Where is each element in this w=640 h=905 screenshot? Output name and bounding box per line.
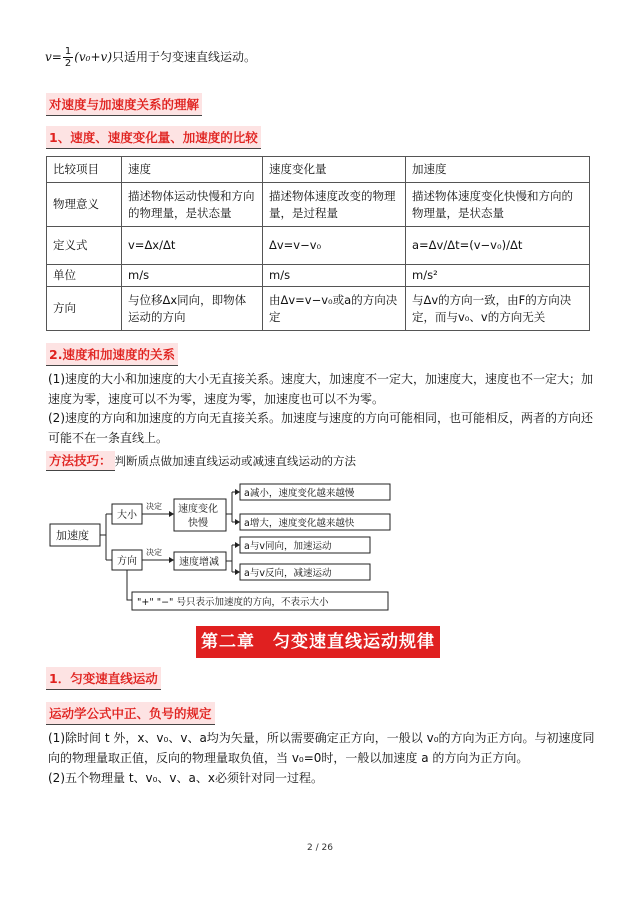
table-cell: 物理意义 [47, 183, 122, 227]
table-cell: m/s² [406, 265, 590, 287]
table-cell: a=Δv/Δt=(v−v₀)/Δt [406, 227, 590, 265]
table-cell: 描述物体运动快慢和方向的物理量，是状态量 [122, 183, 263, 227]
method-text: 判断质点做加速直线运动或减速直线运动的方法 [114, 454, 357, 468]
section-heading-sign: 运动学公式中正、负号的规定 [46, 702, 215, 725]
sign-paragraph-1: (1)除时间 t 外，x、v₀、v、a均为矢量，所以需要确定正方向，一般以 v₀的方向为正方向。与初速度同向的物理量取正值，反向的物理量取负值，当 v₀=0时，一般以加速度 a 的方向为正方向。 [48, 731, 595, 765]
leaf-text-2: a增大，速度变化越来越快 [244, 518, 355, 529]
table-cell: 由Δv=v−v₀或a的方向决定 [263, 287, 406, 331]
chapter-title: 第二章 匀变速直线运动规律 [196, 626, 440, 658]
formula-equals: = [51, 50, 62, 64]
decide-label-direction: 决定 [146, 548, 162, 557]
table-cell: m/s [263, 265, 406, 287]
formula-note: 只适用于匀变速直线运动。 [112, 50, 257, 64]
direction-target-label: 速度增减 [179, 557, 219, 568]
table-cell: 定义式 [47, 227, 122, 265]
size-target-line1: 速度变化 [178, 504, 218, 515]
table-cell: 与Δv的方向一致，由F的方向决定，而与v₀、v的方向无关 [406, 287, 590, 331]
table-cell: 方向 [47, 287, 122, 331]
leaf-arrow-head-3 [235, 542, 240, 548]
average-velocity-formula [45, 46, 256, 69]
fraction-numerator: 1 [64, 46, 72, 57]
table-header-row [47, 157, 590, 183]
note-text: "+" "−" 号只表示加速度的方向，不表示大小 [137, 597, 329, 608]
table-cell: 描述物体速度变化快慢和方向的物理量，是状态量 [406, 183, 590, 227]
direction-fan-connector [226, 545, 240, 572]
formula-lhs: v [45, 50, 52, 64]
size-arrow-head [169, 511, 174, 517]
relation-paragraph-2: (2)速度的方向和加速度的方向无直接关系。加速度与速度的方向可能相同，也可能相反，两者的方向还可能不在一条直线上。 [48, 411, 594, 445]
comparison-table [46, 156, 590, 331]
page-number: 2 / 26 [307, 843, 333, 853]
formula-fraction [63, 46, 73, 69]
table-cell: Δv=v−v₀ [263, 227, 406, 265]
size-fan-connector [226, 492, 240, 522]
table-header-cell: 比较项目 [47, 157, 122, 183]
section-heading-compare: 1、速度、速度变化量、加速度的比较 [46, 126, 261, 149]
table-header-cell: 加速度 [406, 157, 590, 183]
table-cell: 与位移Δx同向，即物体运动的方向 [122, 287, 263, 331]
table-row [47, 265, 590, 287]
leaf-text-4: a与v反向，减速运动 [244, 568, 332, 579]
direction-label: 方向 [117, 556, 137, 567]
sign-paragraph-2: (2)五个物理量 t、v₀、v、a、x必须针对同一过程。 [48, 771, 323, 785]
root-label: 加速度 [56, 529, 89, 542]
leaf-arrow-head-4 [235, 569, 240, 575]
leaf-text-3: a与v同向，加速运动 [244, 541, 332, 552]
table-cell: v=Δx/Δt [122, 227, 263, 265]
root-connector [100, 514, 112, 560]
method-tag: 方法技巧： [46, 451, 115, 471]
section-heading-understanding: 对速度与加速度关系的理解 [46, 93, 202, 116]
section-heading-relation: 2.速度和加速度的关系 [46, 343, 178, 366]
leaf-text-1: a减小，速度变化越来越慢 [244, 488, 355, 499]
table-row [47, 287, 590, 331]
note-connector [127, 570, 132, 600]
table-row [47, 227, 590, 265]
leaf-arrow-head-1 [235, 489, 240, 495]
decide-label-size: 决定 [146, 502, 162, 511]
formula-expression: (v₀+v) [74, 50, 113, 64]
size-target-line2: 快慢 [188, 518, 208, 529]
fraction-denominator: 2 [64, 58, 72, 69]
size-label: 大小 [117, 510, 137, 521]
table-header-cell: 速度变化量 [263, 157, 406, 183]
leaf-arrow-head-2 [235, 519, 240, 525]
direction-arrow-head [169, 557, 174, 563]
section-heading-uniform: 1．匀变速直线运动 [46, 667, 161, 690]
table-cell: 描述物体速度改变的物理量，是过程量 [263, 183, 406, 227]
table-cell: 单位 [47, 265, 122, 287]
table-row [47, 183, 590, 227]
table-cell: m/s [122, 265, 263, 287]
relation-paragraph-1: (1)速度的大小和加速度的大小无直接关系。速度大，加速度不一定大，加速度大，速度也不一定大；加速度为零，速度可以不为零，速度为零，加速度也可以不为零。 [48, 372, 594, 406]
method-line [46, 451, 356, 469]
table-header-cell: 速度 [122, 157, 263, 183]
acceleration-concept-diagram [48, 482, 398, 617]
